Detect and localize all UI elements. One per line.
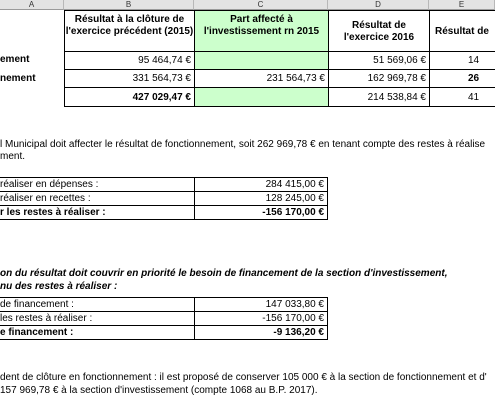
table-label[interactable]: r les restes à réaliser : xyxy=(0,207,106,218)
table-cell[interactable]: 331 564,73 € xyxy=(64,69,195,88)
table-label[interactable]: réaliser en recettes : xyxy=(0,193,91,204)
table-cell[interactable]: 51 569,06 € xyxy=(328,51,430,70)
table-cell[interactable]: 26 xyxy=(429,69,495,88)
table-cell[interactable]: 162 969,78 € xyxy=(328,69,430,88)
paragraph-line: ment. xyxy=(0,151,26,162)
table-cell[interactable]: 231 564,73 € xyxy=(194,69,329,88)
table-cell[interactable]: 214 538,84 € xyxy=(328,87,430,107)
table-border xyxy=(0,219,327,220)
table-cell[interactable]: -9 136,20 € xyxy=(273,327,324,338)
table-border xyxy=(0,339,327,340)
row-label[interactable]: nement xyxy=(0,73,36,84)
column-header-e[interactable]: E xyxy=(429,0,495,10)
paragraph-line: nu des restes à réaliser : xyxy=(0,281,118,292)
paragraph-line: dent de clôture en fonctionnement : il est proposé de conserver 105 000 € à la section de fonctionnement et d' xyxy=(0,372,487,383)
table-border xyxy=(327,297,328,340)
table-cell[interactable]: -156 170,00 € xyxy=(262,207,324,218)
column-header-c[interactable]: C xyxy=(194,0,328,10)
paragraph-line: on du résultat doit couvrir en priorité le besoin de financement de la section d'investissement, xyxy=(0,268,448,279)
header-cell-result-next[interactable]: Résultat de xyxy=(429,10,495,52)
table-label[interactable]: les restes à réaliser : xyxy=(0,313,93,324)
table-border xyxy=(327,177,328,220)
table-cell-total[interactable]: 427 029,47 € xyxy=(64,87,195,107)
table-cell[interactable]: 147 033,80 € xyxy=(265,299,324,310)
table-cell[interactable]: 14 xyxy=(429,51,495,70)
table-cell[interactable]: 41 xyxy=(429,87,495,107)
table-label[interactable]: de financement : xyxy=(0,299,74,310)
table-cell[interactable]: 95 464,74 € xyxy=(64,51,195,70)
table-label[interactable]: e financement : xyxy=(0,327,74,338)
column-header-a[interactable]: A xyxy=(0,0,64,10)
header-cell-part-affected[interactable]: Part affecté à l'investissement rn 2015 xyxy=(194,10,329,52)
table-cell[interactable] xyxy=(194,87,329,107)
table-cell[interactable]: 284 415,00 € xyxy=(265,179,324,190)
table-label[interactable]: réaliser en dépenses : xyxy=(0,179,99,190)
paragraph-line: l Municipal doit affecter le résultat de fonctionnement, soit 262 969,78 € en tenant compte des restes à réalise xyxy=(0,139,486,150)
table-cell[interactable]: 128 245,00 € xyxy=(265,193,324,204)
paragraph-line: 157 969,78 € à la section d'investissement (compte 1068 au B.P. 2017). xyxy=(0,385,318,396)
header-cell-prev-result[interactable]: Résultat à la clôture de l'exercice précédent (2015) xyxy=(64,10,195,52)
table-cell[interactable]: -156 170,00 € xyxy=(262,313,324,324)
column-header-d[interactable]: D xyxy=(328,0,429,10)
row-label[interactable]: ement xyxy=(0,54,30,65)
header-cell-result-2016[interactable]: Résultat de l'exercice 2016 xyxy=(328,10,430,52)
table-cell[interactable] xyxy=(194,51,329,70)
column-header-b[interactable]: B xyxy=(64,0,194,10)
